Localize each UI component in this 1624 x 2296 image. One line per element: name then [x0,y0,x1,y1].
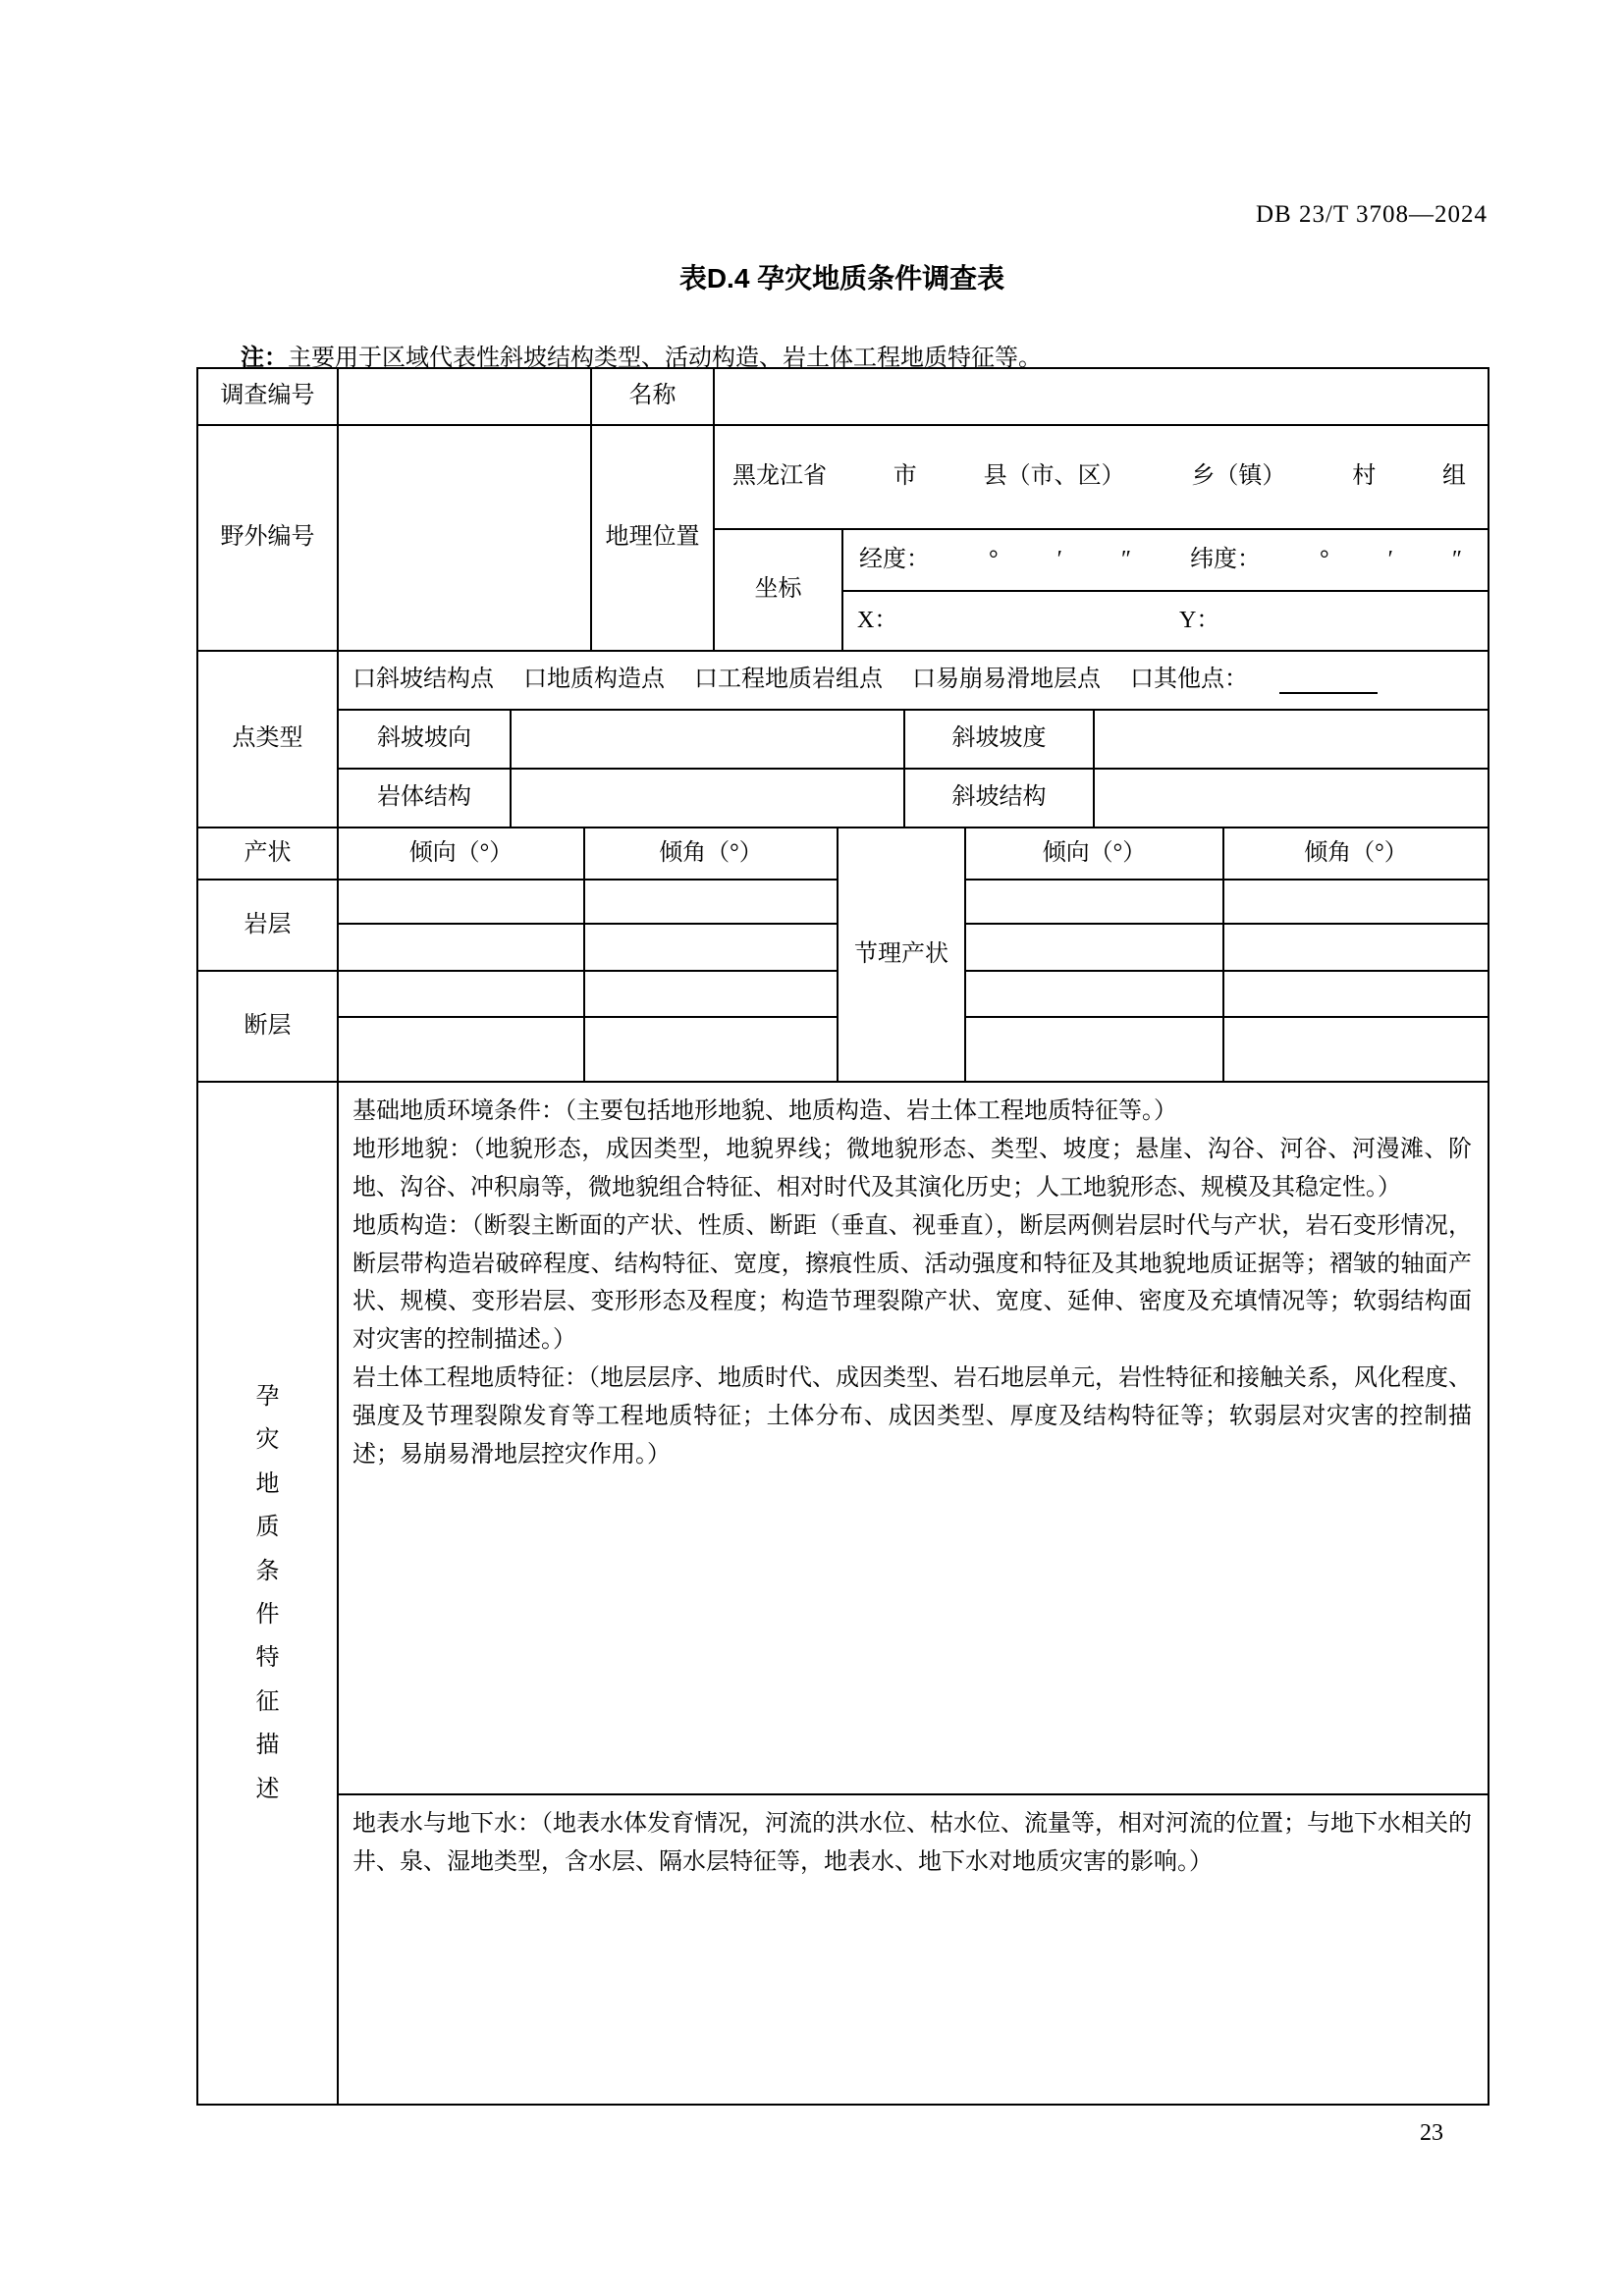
degree-symbol: ° [989,546,999,572]
note-text: 主要用于区域代表性斜坡结构类型、活动构造、岩土体工程地质特征等。 [288,346,1042,371]
minute-symbol: ′ [1056,546,1062,572]
option-geologic-structure-point: 口地质构造点 [523,667,665,693]
admin-group: 组 [1441,463,1466,490]
slope-aspect-value-cell [512,711,905,770]
survey-no-label: 调查编号 [198,369,339,426]
minute-symbol: ′ [1387,546,1393,572]
desc-paragraph-basic-conditions: 基础地质环境条件：（主要包括地形地貌、地质构造、岩土体工程地质特征等。） [352,1098,1177,1124]
dip-angle-header-left: 倾角（°） [585,828,839,881]
page-title: 表D.4 孕灾地质条件调查表 [678,263,1005,294]
admin-village: 村 [1352,463,1377,490]
coord-label: 坐标 [715,530,843,652]
joint-dip-angle-cell-3 [1224,972,1489,1018]
fault-label: 断层 [198,972,339,1083]
note-label: 注： [241,345,288,371]
field-no-label: 野外编号 [198,426,339,652]
other-point-blank [1279,667,1378,694]
option-engineering-rock-group-point: 口工程地质岩组点 [694,667,883,693]
disaster-condition-desc-label [198,1083,339,2106]
joint-dip-direction-cell-2 [966,925,1224,972]
joint-dip-angle-cell-1 [1224,881,1489,925]
x-label: X： [857,607,898,633]
name-label: 名称 [592,369,715,426]
option-slope-structure-point: 口斜坡结构点 [352,667,494,693]
joint-dip-direction-cell-1 [966,881,1224,925]
joint-dip-direction-cell-3 [966,972,1224,1018]
rock-layer-dip-angle-cell-2 [585,925,839,972]
joint-dip-angle-cell-4 [1224,1018,1489,1083]
xy-coordinate-row [843,592,1489,652]
second-symbol: ″ [1120,546,1131,572]
rock-layer-label: 岩层 [198,881,339,972]
point-type-label: 点类型 [198,652,339,828]
joint-dip-direction-cell-4 [966,1018,1224,1083]
joint-dip-angle-cell-2 [1224,925,1489,972]
point-type-options-row [339,652,1489,711]
admin-county: 县（市、区） [983,463,1125,490]
standard-code: DB 23/T 3708—2024 [1256,201,1488,228]
surface-groundwater-cell [339,1795,1489,2106]
admin-township: 乡（镇） [1191,463,1286,490]
slope-gradient-value-cell [1095,711,1489,770]
y-label: Y： [1179,607,1220,633]
longitude-label: 经度： [859,546,930,572]
admin-city: 市 [893,463,917,490]
page-number: 23 [1420,2120,1443,2146]
dip-angle-header-right: 倾角（°） [1224,828,1489,881]
admin-province: 黑龙江省 [732,463,827,490]
dip-direction-header-right: 倾向（°） [966,828,1224,881]
geological-environment-desc-cell [339,1083,1489,1795]
desc-paragraph-rock-soil-engineering: 岩土体工程地质特征：（地层层序、地质时代、成因类型、岩石地层单元，岩性特征和接触关系，风化程度、强度及节理裂隙发育等工程地质特征；土体分布、成因类型、厚度及结构特征等；软弱层对灾害的控制描述；易崩易滑地层控灾作用。） [352,1365,1472,1468]
location-label: 地理位置 [592,426,715,652]
name-value-cell [715,369,1489,426]
rock-layer-dip-angle-cell-1 [585,881,839,925]
slope-structure-value-cell [1095,770,1489,828]
admin-division-row [715,426,1489,530]
fault-dip-angle-cell-1 [585,972,839,1018]
surface-groundwater-paragraph: 地表水与地下水：（地表水体发育情况，河流的洪水位、枯水位、流量等，相对河流的位置；与地下水相关的井、泉、湿地类型，含水层、隔水层特征等，地表水、地下水对地质灾害的影响。） [352,1811,1472,1875]
option-collapse-slide-stratum-point: 口易崩易滑地层点 [912,667,1101,693]
desc-paragraph-geologic-structure: 地质构造：（断裂主断面的产状、性质、断距（垂直、视垂直），断层两侧岩层时代与产状，岩石变形情况，断层带构造岩破碎程度、结构特征、宽度，擦痕性质、活动强度和特征及其地貌地质证据等；褶皱的轴面产状、规模、变形岩层、变形形态及程度；构造节理裂隙产状、宽度、延伸、密度及充填情况等；软弱结构面对灾害的控制描述。） [352,1212,1472,1354]
dip-direction-header-left: 倾向（°） [339,828,585,881]
disaster-condition-desc-label-text: 孕灾地质条件特征描述 [255,1384,280,1802]
slope-gradient-label: 斜坡坡度 [905,711,1095,770]
joint-attitude-label: 节理产状 [839,828,966,1083]
fault-dip-direction-cell-1 [339,972,585,1018]
rock-layer-dip-direction-cell-2 [339,925,585,972]
rock-layer-dip-direction-cell-1 [339,881,585,925]
fault-dip-angle-cell-2 [585,1018,839,1083]
desc-paragraph-landform: 地形地貌：（地貌形态，成因类型，地貌界线；微地貌形态、类型、坡度；悬崖、沟谷、河谷、河漫滩、阶地、沟谷、冲积扇等，微地貌组合特征、相对时代及其演化历史；人工地貌形态、规模及其稳定性。） [352,1136,1472,1201]
slope-aspect-label: 斜坡坡向 [339,711,512,770]
survey-no-value-cell [339,369,592,426]
fault-dip-direction-cell-2 [339,1018,585,1083]
longitude-latitude-row [843,530,1489,592]
rock-mass-structure-label: 岩体结构 [339,770,512,828]
option-other-point: 口其他点： [1130,667,1248,693]
rock-mass-structure-value-cell [512,770,905,828]
survey-form-table [196,367,1489,2106]
attitude-label: 产状 [198,828,339,881]
slope-structure-label: 斜坡结构 [905,770,1095,828]
latitude-label: 纬度： [1189,546,1261,572]
field-no-value-cell [339,426,592,652]
second-symbol: ″ [1451,546,1462,572]
degree-symbol: ° [1320,546,1329,572]
